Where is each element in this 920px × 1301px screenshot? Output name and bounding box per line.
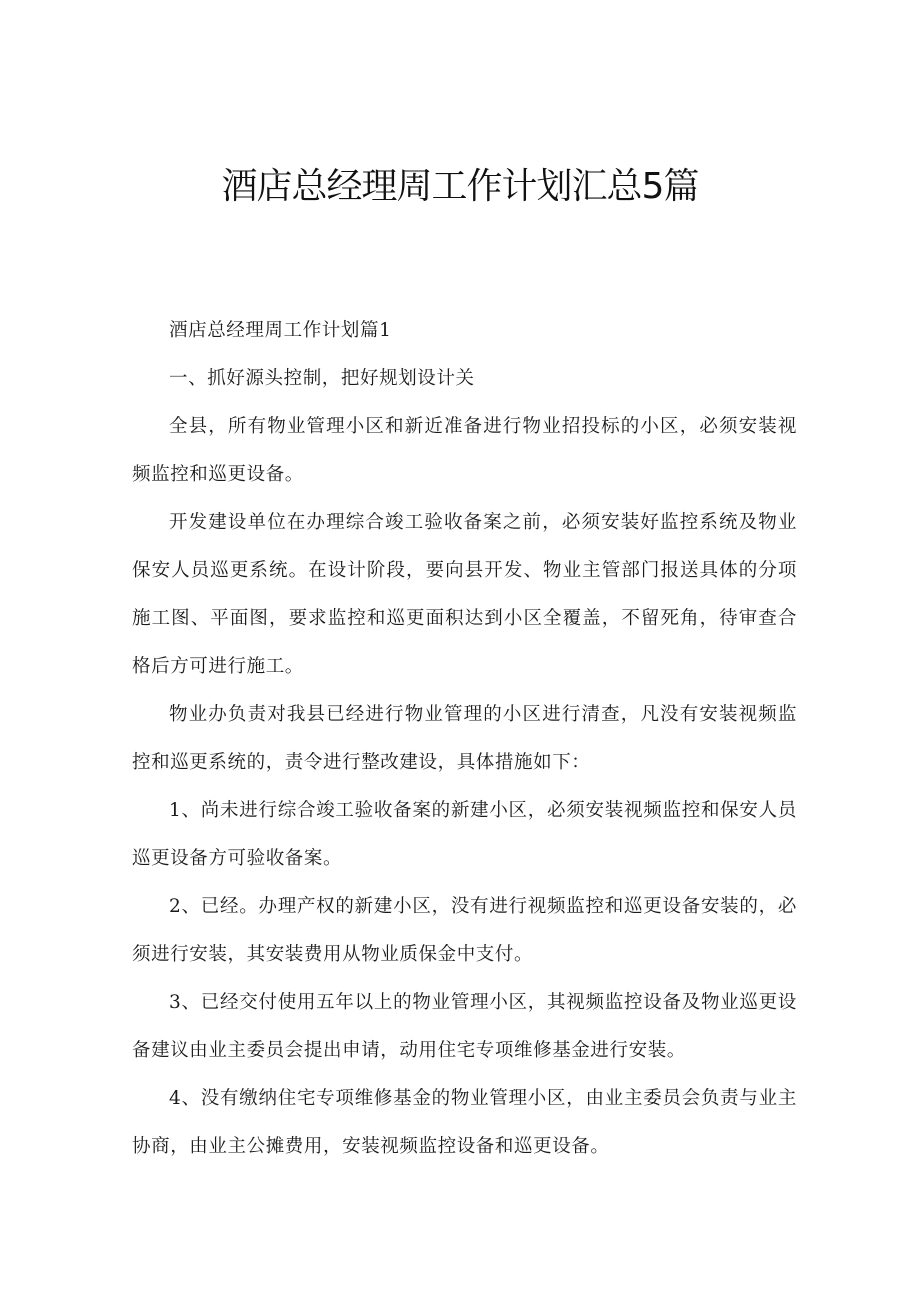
- list-item: 2、已经。办理产权的新建小区，没有进行视频监控和巡更设备安装的，必须进行安装，其安装费用从物业质保金中支付。: [132, 896, 797, 965]
- list-item: 4、没有缴纳住宅专项维修基金的物业管理小区，由业主委员会负责与业主协商，由业主公摊费用，安装视频监控设备和巡更设备。: [132, 1088, 797, 1157]
- document-title: 酒店总经理周工作计划汇总5篇: [221, 166, 699, 207]
- list-item: 1、尚未进行综合竣工验收备案的新建小区，必须安装视频监控和保安人员巡更设备方可验收备案。: [132, 800, 797, 869]
- paragraph: 开发建设单位在办理综合竣工验收备案之前，必须安装好监控系统及物业保安人员巡更系统。在设计阶段，要向县开发、物业主管部门报送具体的分项施工图、平面图，要求监控和巡更面积达到小区全覆盖，不留死角，待审查合格后方可进行施工。: [132, 512, 797, 677]
- subsection-heading: 一、抓好源头控制，把好规划设计关: [169, 368, 475, 389]
- paragraph: 全县，所有物业管理小区和新近准备进行物业招投标的小区，必须安装视频监控和巡更设备。: [132, 416, 797, 485]
- document-body: [132, 307, 797, 1171]
- list-item: 3、已经交付使用五年以上的物业管理小区，其视频监控设备及物业巡更设备建议由业主委员会提出申请，动用住宅专项维修基金进行安装。: [132, 992, 797, 1061]
- section-heading: 酒店总经理周工作计划篇1: [169, 320, 392, 341]
- paragraph: 物业办负责对我县已经进行物业管理的小区进行清查，凡没有安装视频监控和巡更系统的，责令进行整改建设，具体措施如下：: [132, 704, 797, 773]
